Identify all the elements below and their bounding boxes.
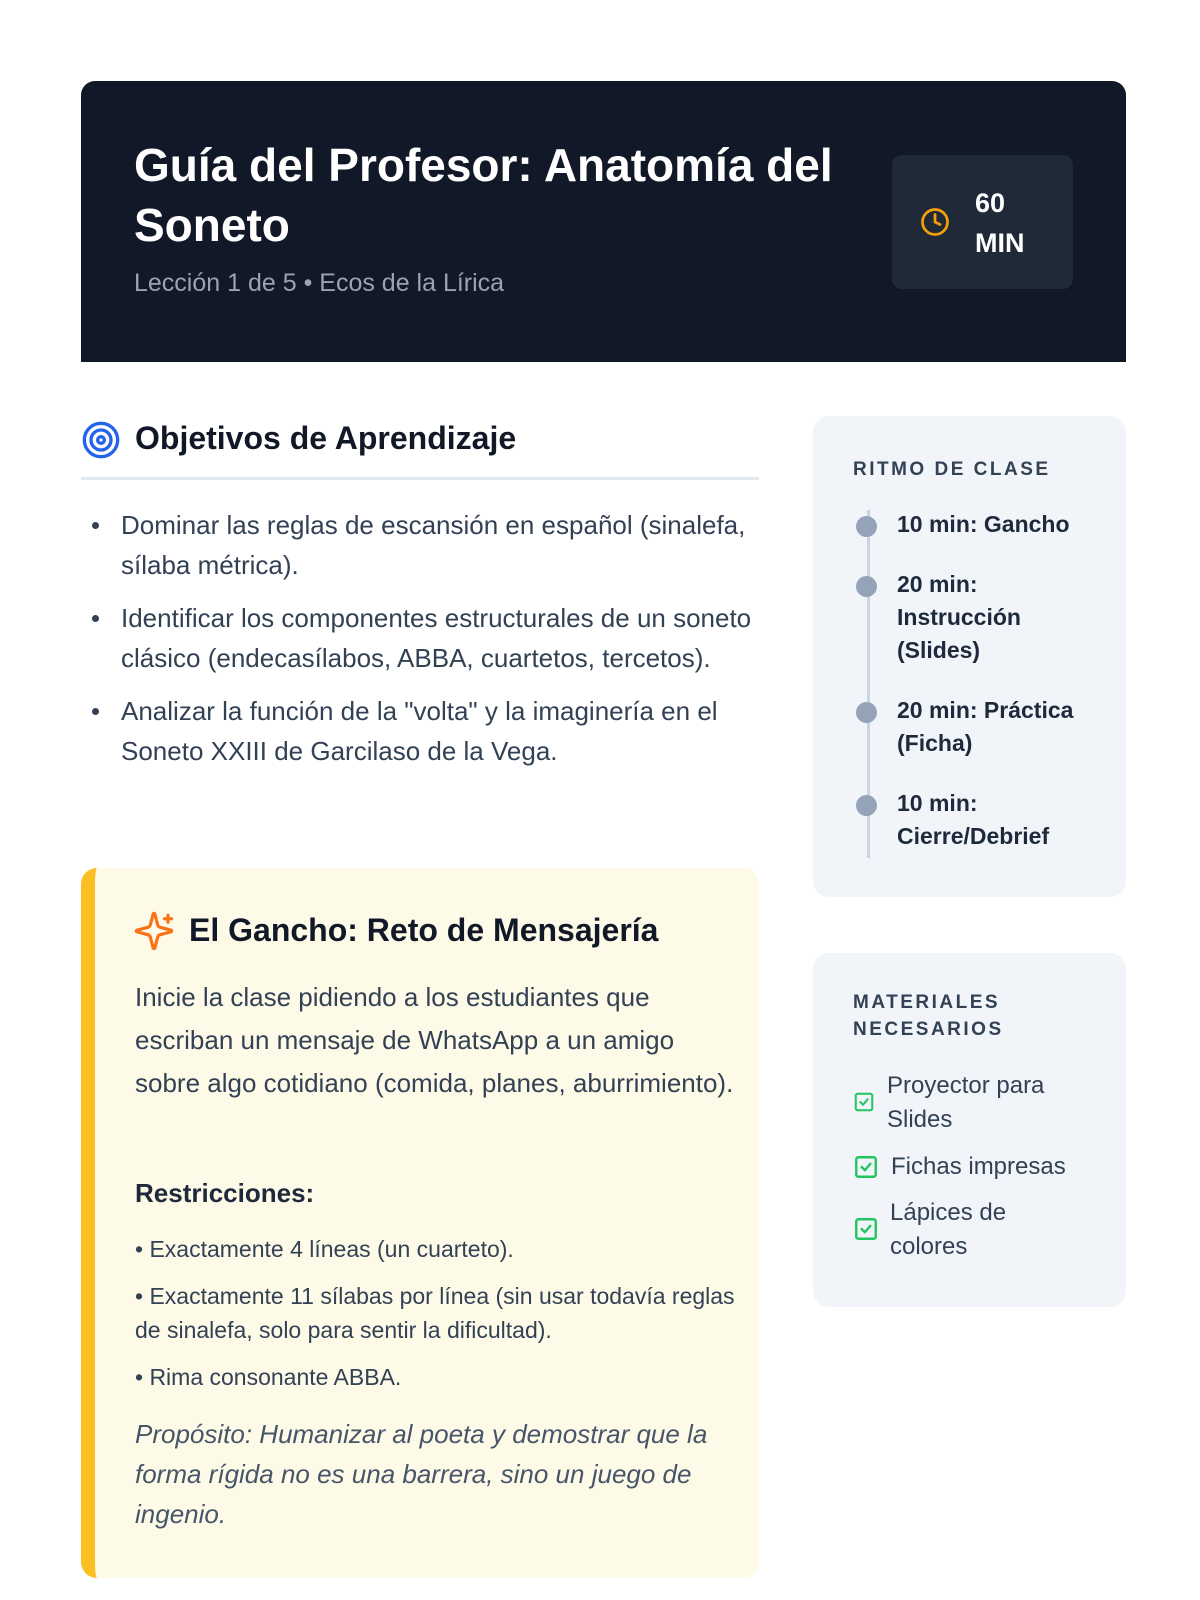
timeline-dot [856,702,877,723]
restriction-item: • Rima consonante ABBA. [135,1364,402,1390]
target-icon [81,420,121,460]
restrictions-label: Restricciones: [135,1178,315,1208]
material-label: Fichas impresas [891,1153,1066,1180]
timeline-label: 10 min: Gancho [897,511,1070,537]
lesson-header [81,81,1126,362]
materials-card [813,953,1126,1307]
duration-text: 60 MIN [975,188,1025,258]
timeline-label: 10 min: Cierre/Debrief [897,790,1050,849]
page-title: Guía del Profesor: Anatomía del Soneto [134,139,833,251]
material-label: Proyector para Slides [887,1072,1045,1133]
objectives-header [81,418,759,480]
objectives-list [88,505,758,784]
lesson-subtitle: Lección 1 de 5 • Ecos de la Lírica [134,269,505,297]
hook-card [81,868,759,1578]
objective-item: Dominar las reglas de escansión en español (sinalefa, sílaba métrica). [88,505,758,585]
objective-item: Identificar los componentes estructurales de un soneto clásico (endecasílabos, ABBA, cuartetos, tercetos). [88,598,758,678]
objectives-title: Objetivos de Aprendizaje [135,420,517,456]
hook-title: El Gancho: Reto de Mensajería [189,912,659,948]
check-square-icon [853,1216,879,1242]
material-label: Lápices de colores [890,1199,1007,1260]
timeline-dot [856,576,877,597]
class-rhythm-card [813,416,1126,897]
hook-purpose: Propósito: Humanizar al poeta y demostrar que la forma rígida no es una barrera, sino un juego de ingenio. [135,1419,708,1529]
objective-item: Analizar la función de la "volta" y la imaginería en el Soneto XXIII de Garcilaso de la Vega. [88,691,758,771]
materials-title: MATERIALES NECESARIOS [853,992,1004,1040]
hook-intro: Inicie la clase pidiendo a los estudiantes que escriban un mensaje de WhatsApp a un amigo sobre algo cotidiano (comida, planes, aburrimiento). [135,982,734,1098]
timeline-dot [856,516,877,537]
clock-icon [920,207,950,237]
rhythm-title: RITMO DE CLASE [853,459,1051,480]
timeline-label: 20 min: Práctica (Ficha) [897,697,1074,756]
timeline-dot [856,795,877,816]
check-square-icon [853,1154,879,1180]
sparkles-icon [133,910,175,952]
restriction-item: • Exactamente 11 sílabas por línea (sin usar todavía reglas de sinalefa, solo para sentir la dificultad). [135,1283,735,1343]
restrictions-list [135,1232,735,1407]
restriction-item: • Exactamente 4 líneas (un cuarteto). [135,1236,514,1262]
timeline-label: 20 min: Instrucción (Slides) [897,571,1021,663]
duration-badge [892,155,1073,289]
check-square-icon [853,1091,875,1113]
